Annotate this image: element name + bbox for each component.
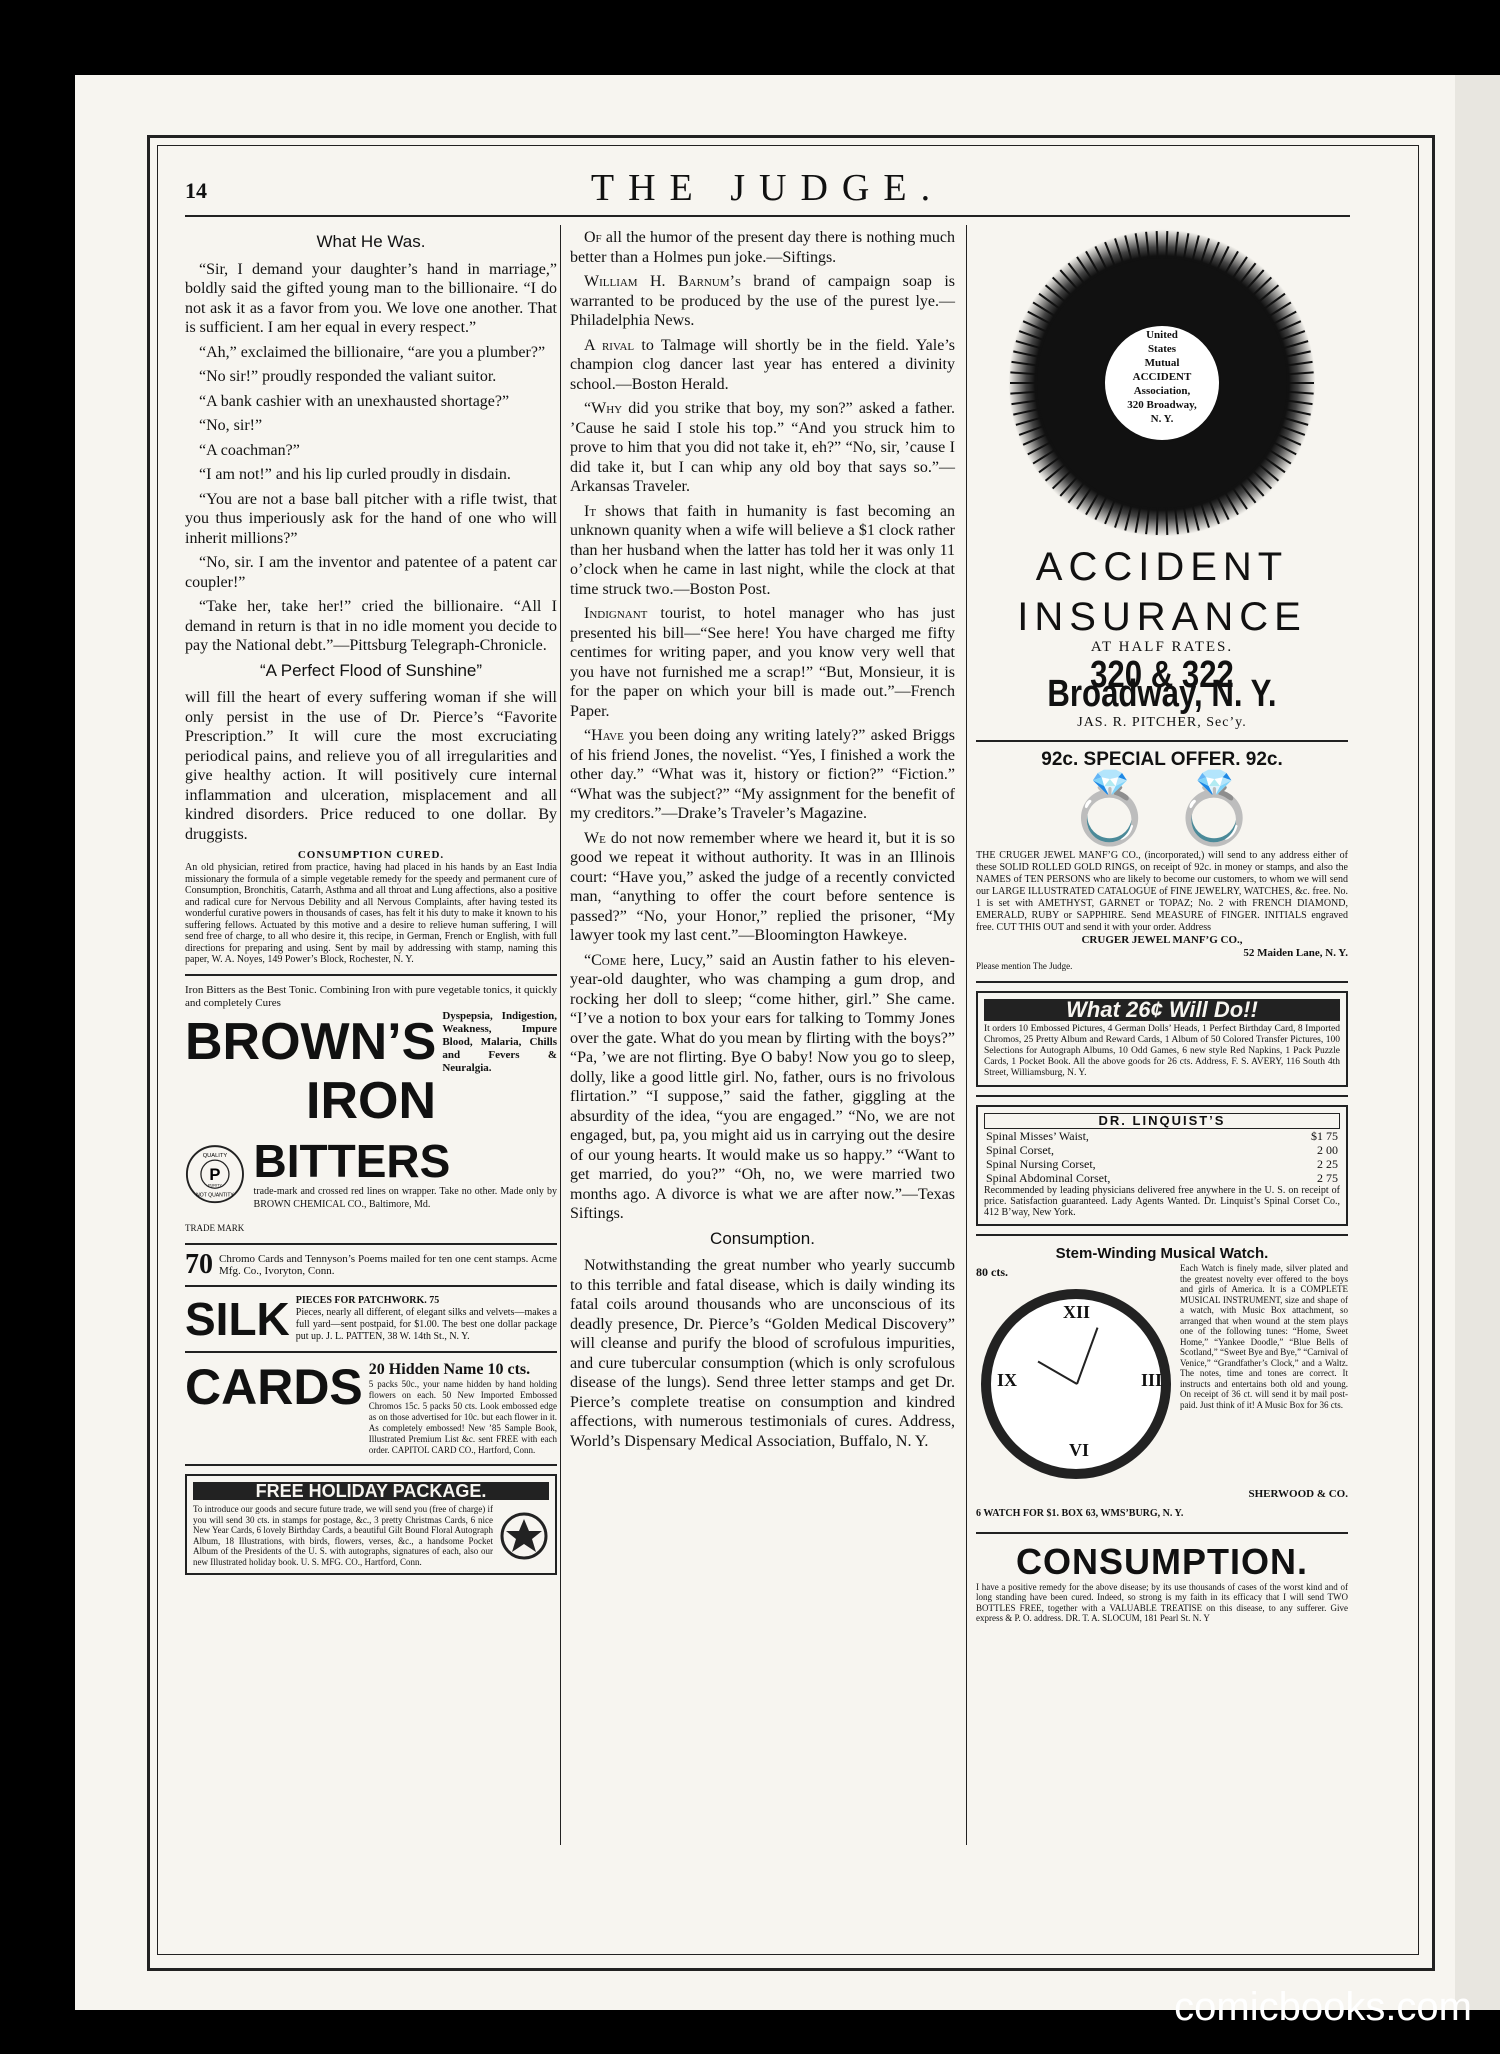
twenty-six-cents-ad xyxy=(976,991,1348,1087)
browns-intro: Iron Bitters as the Best Tonic. Combining Iron with pure vegetable tonics, it quickly and completely Cures xyxy=(185,983,557,1009)
paragraph-text: brand of campaign soap is warranted to be produced by the use of the purest lye.—Philadelphia News. xyxy=(570,273,956,329)
facing-page-edge xyxy=(1455,75,1500,2010)
linquist-heading: DR. LINQUIST’S xyxy=(984,1113,1340,1129)
masthead-title: THE JUDGE. xyxy=(590,167,945,209)
paragraph xyxy=(570,399,955,497)
paragraph-text: you been doing any writing lately?” asked Briggs of his friend Jones, the novelist. “Yes, I finished a work the other day.” “What was it, history or fiction?” “Fiction.” “What was the subject?” “My assignment for the benefit of my creditors.”—Drake’s Traveler’s Magazine. xyxy=(570,727,955,822)
paragraph: “No sir!” proudly responded the valiant suitor. xyxy=(199,368,497,385)
price-list xyxy=(984,1129,1340,1185)
item-price: 2 00 xyxy=(1317,1142,1338,1157)
paragraph-lead: Indignant xyxy=(584,605,648,622)
silk-word: SILK xyxy=(185,1292,290,1345)
pocket-watch-icon: XII III VI IX xyxy=(981,1289,1171,1479)
paragraph-lead: Of xyxy=(584,229,602,246)
article-heading: What He Was. xyxy=(316,232,426,251)
bitters-word: BITTERS xyxy=(253,1135,451,1187)
holiday-text: To introduce our goods and secure future trade, we will send you (free of charge) if you will send 30 cts. in stamps for postage, &c., 3 pretty Christmas Cards, 6 nice New Year Cards, 6 lovely Birthday Cards, a beautiful Gilt Bound Floral Autograph Album, 18 Illustrations, with birds, flowers, verses, &c., a handsome Pocket Album of the Presidents of the U. S. with autographs, signatures of each, also our new Illustrated holiday book. U. S. MFG. CO., Hartford, Conn. xyxy=(193,1504,493,1567)
page-header xyxy=(185,160,1350,217)
divider xyxy=(185,1464,557,1466)
item-price: 2 25 xyxy=(1317,1156,1338,1171)
emblem-line: United xyxy=(1146,329,1178,341)
paragraph-lead: “Have xyxy=(584,727,624,744)
divider xyxy=(185,1351,557,1353)
watermark: comicbooks.com xyxy=(1174,1985,1472,2029)
watch-heading: Stem-Winding Musical Watch. xyxy=(1055,1244,1269,1262)
watch-text: Each Watch is finely made, silver plated and the greatest novelty ever offered to the boys and girls of America. It is a COMPLETE MUSICAL INSTRUMENT, size and shape of a watch, with Music Box attachment, so arranged that when wound at the stem plays one of the following tunes: “Home, Sweet Home,” “Yankee Doodle,” “Blue Bells of Scotland,” “Sweet Bye and Bye,” “Carnival of Venice,” “Grandfather’s Clock,” and a Waltz. The notes, time and tones are correct. It instructs and entertains both old and young. On receipt of 36 ct. will send it by mail post-paid. Just think of it! A Music Box for 36 cts. xyxy=(1180,1263,1348,1410)
consumption-cured-text: An old physician, retired from practice, having had placed in his hands by an East India missionary the formula of a simple vegetable remedy for the speedy and permanent cure of Consumption, Bronchitis, Catarrh, Asthma and all throat and Lung affections, also a positive and radical cure for Nervous Debility and all Nervous Complaints, after having tested its wonderful curative powers in thousands of cases, has felt it his duty to make it known to his suffering fellows. Actuated by this motive and a desire to relieve human suffering, I will send free of charge, to all who desire it, this recipe, in German, French or English, with full directions for preparing and using. Sent by mail by addressing with stamp, naming this paper, W. A. Noyes, 149 Power’s Block, Rochester, N. Y. xyxy=(185,862,557,965)
paragraph-lead: William H. Barnum’s xyxy=(584,273,742,290)
cards-word: CARDS xyxy=(185,1358,363,1415)
watch-price-tag: 80 cts. xyxy=(976,1265,1008,1279)
seal-mid: PURITY xyxy=(207,1182,222,1187)
paragraph: “Ah,” exclaimed the billionaire, “are you a plumber?” xyxy=(199,343,546,361)
seal-bottom: NOT QUANTITY xyxy=(196,1191,234,1198)
quality-seal-icon xyxy=(185,1127,246,1222)
trademark-label: TRADE MARK xyxy=(185,1222,245,1233)
silk-ad xyxy=(185,1292,557,1345)
browns-word: BROWN’S xyxy=(185,1013,437,1071)
seal-letter: P xyxy=(209,1164,221,1184)
column-rule-1 xyxy=(560,225,561,1845)
paragraph-text: all the humor of the present day there is nothing much better than a Holmes pun joke.—Siftings. xyxy=(570,229,955,266)
insurance-heading: INSURANCE xyxy=(1017,595,1307,639)
paragraph: “No, sir. I am the inventor and patentee of a patent car coupler!” xyxy=(185,554,557,591)
browns-footer: trade-mark and crossed red lines on wrapper. Take no other. Made only by BROWN CHEMICAL CO., Baltimore, Md. xyxy=(253,1186,557,1210)
emblem-line: N. Y. xyxy=(1150,413,1174,425)
paragraph: “Sir, I demand your daughter’s hand in marriage,” boldly said the gifted young man to the billionaire. “I do not ask it as a favor from you. We love one another. That is sufficient. I am her equal in every respect.” xyxy=(185,260,557,336)
paragraph-text: do not now remember where we heard it, but it is so good we repeat it without authority. It was in an Illinois court: “Have you,” asked the judge of a recently convicted man, “anything to offer the court before sentence is passed?” “No, your Honor,” replied the prisoner, “My lawyer took my last cent.”—Bloomington Hawkeye. xyxy=(570,829,955,944)
paragraph xyxy=(570,604,955,721)
cards-text: 5 packs 50c., your name hidden by hand holding flowers on each. 50 New Imported Embossed Chromos 15c. 5 packs 50 cts. Look embossed edge as on those advertised for 10c. but each flower in it. As completely embossed! New ’85 Sample Book, Illustrated Premium List &c. sent FREE with each order. CAPITOL CARD CO., Hartford, Conn. xyxy=(368,1378,557,1455)
silk-text: Pieces, nearly all different, of elegant silks and velvets—makes a full yard—sent postpaid, for $1.00. The best one dollar package put up. J. L. PATTEN, 38 W. 14th St., N. Y. xyxy=(295,1306,557,1342)
divider xyxy=(185,1285,557,1287)
divider xyxy=(976,1234,1348,1236)
divider xyxy=(185,1243,557,1245)
emblem-line: States xyxy=(1147,343,1177,355)
half-rates: AT HALF RATES. xyxy=(1090,639,1234,655)
item-name: Spinal Corset, xyxy=(986,1142,1054,1157)
ring-offer-ad xyxy=(976,750,1348,973)
cards-headline: 20 Hidden Name 10 cts. xyxy=(368,1360,531,1378)
chromo-text: Chromo Cards and Tennyson’s Poems mailed for ten one cent stamps. Acme Mfg. Co., Ivoryton, Conn. xyxy=(219,1252,557,1277)
offer-heading: 92c. SPECIAL OFFER. 92c. xyxy=(1041,749,1283,770)
price-row xyxy=(984,1157,1340,1171)
divider xyxy=(185,974,557,976)
holiday-headline: FREE HOLIDAY PACKAGE. xyxy=(193,1482,549,1501)
paragraph-lead: It xyxy=(584,502,597,520)
paragraph xyxy=(570,829,955,946)
consumption-ad xyxy=(976,1542,1348,1624)
page-number: 14 xyxy=(185,178,207,203)
divider xyxy=(976,981,1348,983)
paragraph: “A coachman?” xyxy=(199,441,300,459)
column-1 xyxy=(185,228,557,1581)
paragraph-text: did you strike that boy, my son?” asked a father. ’Cause he said I stole his top.” “And you struck him to prove to him that you did not take it, eh?” “No, sir, ’cause I did take it, but I can whip any old boy that says so.”—Arkansas Traveler. xyxy=(570,400,955,495)
emblem-line: Mutual xyxy=(1144,357,1180,369)
offer-address: 52 Maiden Lane, N. Y. xyxy=(1243,946,1348,959)
paragraph-text: shows that faith in humanity is fast becoming an unknown quanity when a wife will believe a $1 clock rather than her husband when the latter has told her it was only 11 o’clock when he came in last night, while the clock at that time struck two.—Boston Post. xyxy=(570,502,955,598)
watch-footer: 6 WATCH FOR $1. BOX 63, WMS’BURG, N. Y. xyxy=(976,1508,1184,1519)
chromo-ad xyxy=(185,1248,557,1280)
paragraph xyxy=(570,272,955,331)
item-name: Spinal Misses’ Waist, xyxy=(986,1128,1089,1143)
twenty-six-text: It orders 10 Embossed Pictures, 4 German Dolls’ Heads, 1 Perfect Birthday Card, 8 Imported Chromos, 25 Pretty Album and Reward Cards, 1 Album of 50 Colored Transfer Pictures, 100 Selections for Autograph Albums, 10 Odd Games, 6 new style Red Napkins, 1 Pack Puzzle Cards, 1 Pocket Book. All the above goods for 26 cts. Address, F. S. AVERY, 116 South 4th Street, Williamsburg, N. Y. xyxy=(984,1023,1340,1078)
item-price: 2 75 xyxy=(1317,1170,1338,1185)
silk-headline: PIECES FOR PATCHWORK. 75 xyxy=(295,1294,440,1306)
paragraph xyxy=(570,726,955,824)
paragraph-lead: A rival xyxy=(584,336,635,354)
paragraph: Notwithstanding the great number who yearly succumb to this terrible and fatal disease, which is daily winding its fatal coils around thousands who are unconscious of its deadly presence, Dr. Pierce’s “Golden Medical Discovery” will cleanse and purify the blood of scrofulous impurities, and cure tubercular consumption (which is only scrofulous disease of the lungs). Send three letter stamps and get Dr. Pierce’s complete treatise on consumption and kindred affections, with numerous testimonials of cures. Address, World’s Dispensary Medical Association, Buffalo, N. Y. xyxy=(570,1257,955,1450)
paragraph xyxy=(570,228,955,267)
emblem-text xyxy=(1112,328,1212,426)
watch-company: SHERWOOD & CO. xyxy=(1248,1487,1348,1500)
paragraph: “No, sir!” xyxy=(199,417,263,434)
offer-company: CRUGER JEWEL MANF’G CO., xyxy=(1081,933,1243,946)
item-name: Spinal Abdominal Corset, xyxy=(986,1170,1111,1185)
paragraph: “A bank cashier with an unexhausted shortage?” xyxy=(199,392,510,410)
holiday-package-ad xyxy=(185,1474,557,1576)
browns-iron-bitters-ad xyxy=(185,984,557,1235)
price-row xyxy=(984,1171,1340,1185)
browns-ailments: Dyspepsia, Indigestion, Weakness, Impure Blood, Malaria, Chills and Fevers & Neuralgia. xyxy=(442,1009,557,1074)
consumption-ad-heading: CONSUMPTION. xyxy=(1015,1540,1308,1582)
emblem-line: 320 Broadway, xyxy=(1127,399,1197,411)
paragraph-text: here, Lucy,” said an Austin father to his eleven-year-old daughter, who was champing a gum drop, and rocking her doll to sleep; “come hither, girl.” She came. “I’ve a notion to box your ears for talking to Tommy Jones over the gate. What do you mean by flirting with the boys?” “Pa, ’we are not flirting. Bye O baby! Now you go to sleep, dolly, like a good little girl. No, father, ours is no frivolous flirtation.” “I suppose,” said the father, giggling at the absurdity of the idea, “you are engaged.” “No, we are not engaged, but, pa, you might aid us in carrying out the desire of our young hearts. It would make us so happy.” “Want to get married, do you?” “Oh, no, we were married two months ago. A divorce is what we are after now.”—Texas Siftings. xyxy=(570,951,955,1222)
column-rule-2 xyxy=(966,225,967,1845)
divider xyxy=(976,1095,1348,1097)
price-row xyxy=(984,1129,1340,1143)
offer-mention: Please mention The Judge. xyxy=(976,960,1073,971)
broadway-address: 320 & 322 Broadway, N. Y. xyxy=(1047,653,1277,715)
star-badge-icon xyxy=(499,1511,549,1561)
accident-heading: ACCIDENT xyxy=(1035,545,1289,589)
chromo-number: 70 xyxy=(185,1248,213,1280)
rings-icon: 💍 💍 xyxy=(1066,770,1258,848)
paragraph-lead: “Come xyxy=(584,951,627,969)
linquist-footer: Recommended by leading physicians delivered free anywhere in the U. S. on receipt of price. Satisfaction guaranteed. Lady Agents Wanted. Dr. Linquist’s Spinal Corset Co., 412 B’way, New York. xyxy=(984,1184,1340,1218)
seal-top: QUALITY xyxy=(202,1152,228,1159)
twenty-six-heading: What 26¢ Will Do!! xyxy=(984,999,1340,1021)
paragraph-text: to Talmage will shortly be in the field. Yale’s champion clog dancer last year has entered a divinity school.—Boston Herald. xyxy=(570,336,955,393)
paragraph: “I am not!” and his lip curled proudly in disdain. xyxy=(199,466,511,483)
paragraph-text: tourist, to hotel manager who has just presented his bill—“See here! You have charged me fifty centimes for writing paper, and you know very well that you have not furnished me a scrap!” “But, Monsieur, it is for the paper on which your bill is made out.”—French Paper. xyxy=(570,605,955,720)
musical-watch-ad xyxy=(976,1244,1348,1524)
paragraph xyxy=(570,951,955,1224)
iron-word: IRON xyxy=(306,1071,436,1130)
article-heading: Consumption. xyxy=(710,1228,815,1248)
paragraph xyxy=(570,502,955,600)
emblem-line: ACCIDENT xyxy=(1132,371,1192,383)
emblem-line: Association, xyxy=(1133,385,1191,397)
column-3 xyxy=(976,228,1348,1624)
paragraph: “You are not a base ball pitcher with a rifle twist, that you thus imperiously ask for the hand of one who will inherit millions?” xyxy=(185,490,557,547)
accident-sunburst-emblem xyxy=(1007,228,1317,538)
consumption-ad-text: I have a positive remedy for the above disease; by its use thousands of cases of the worst kind and of long standing have been cured. Indeed, so strong is my faith in its efficacy that I will send TWO BOTTLES FREE, together with a VALUABLE TREATISE on this disease, to any sufferer. Give express & P. O. address. DR. T. A. SLOCUM, 181 Pearl St. N. Y xyxy=(976,1581,1348,1623)
paragraph xyxy=(570,336,955,395)
price-row xyxy=(984,1143,1340,1157)
column-2 xyxy=(570,228,955,1456)
paragraph: will fill the heart of every suffering woman if she will only persist in the use of Dr. Pierce’s “Favorite Prescription.” It will cure the most excruciating periodical pains, and relieve you of all irregularities and give healthy action. It will positively cure internal inflammation and ulceration, misplacement and all kindred disorders. Price reduced to one dollar. By druggists. xyxy=(185,689,557,843)
item-name: Spinal Nursing Corset, xyxy=(986,1156,1096,1171)
item-price: $1 75 xyxy=(1311,1128,1338,1143)
secretary: JAS. R. PITCHER, Sec’y. xyxy=(1077,714,1247,730)
divider xyxy=(976,1532,1348,1534)
cards-ad xyxy=(185,1358,557,1456)
offer-text: THE CRUGER JEWEL MANF’G CO., (incorporated,) will send to any address either of these SOLID ROLLED GOLD RINGS, on receipt of 92c. in money or stamps, and also the NAMES of TEN PERSONS who are likely to become our customers, to whom we will send our LARGE ILLUSTRATED CATALOGUE of FINE JEWELRY, WATCHES, &c. free. No. 1 is set with AMETHYST, GARNET or TOPAZ; No. 2 with FRENCH DIAMOND, EMERALD, RUBY or SAPPHIRE. Send MEASURE of FINGER. INITIALS engraved free. CUT THIS OUT and send it with your order. Address xyxy=(976,849,1348,933)
article-heading: “A Perfect Flood of Sunshine” xyxy=(259,660,483,680)
linquist-corset-ad xyxy=(976,1105,1348,1226)
paragraph: “Take her, take her!” cried the billionaire. “All I demand in return is that in no idle moment you decide to pay the National debt.”—Pittsburg Telegraph-Chronicle. xyxy=(185,598,557,654)
divider xyxy=(976,740,1348,742)
paragraph-lead: “Why xyxy=(584,400,623,417)
paragraph-lead: We xyxy=(584,829,606,847)
consumption-cured-heading: CONSUMPTION CURED. xyxy=(297,849,445,861)
